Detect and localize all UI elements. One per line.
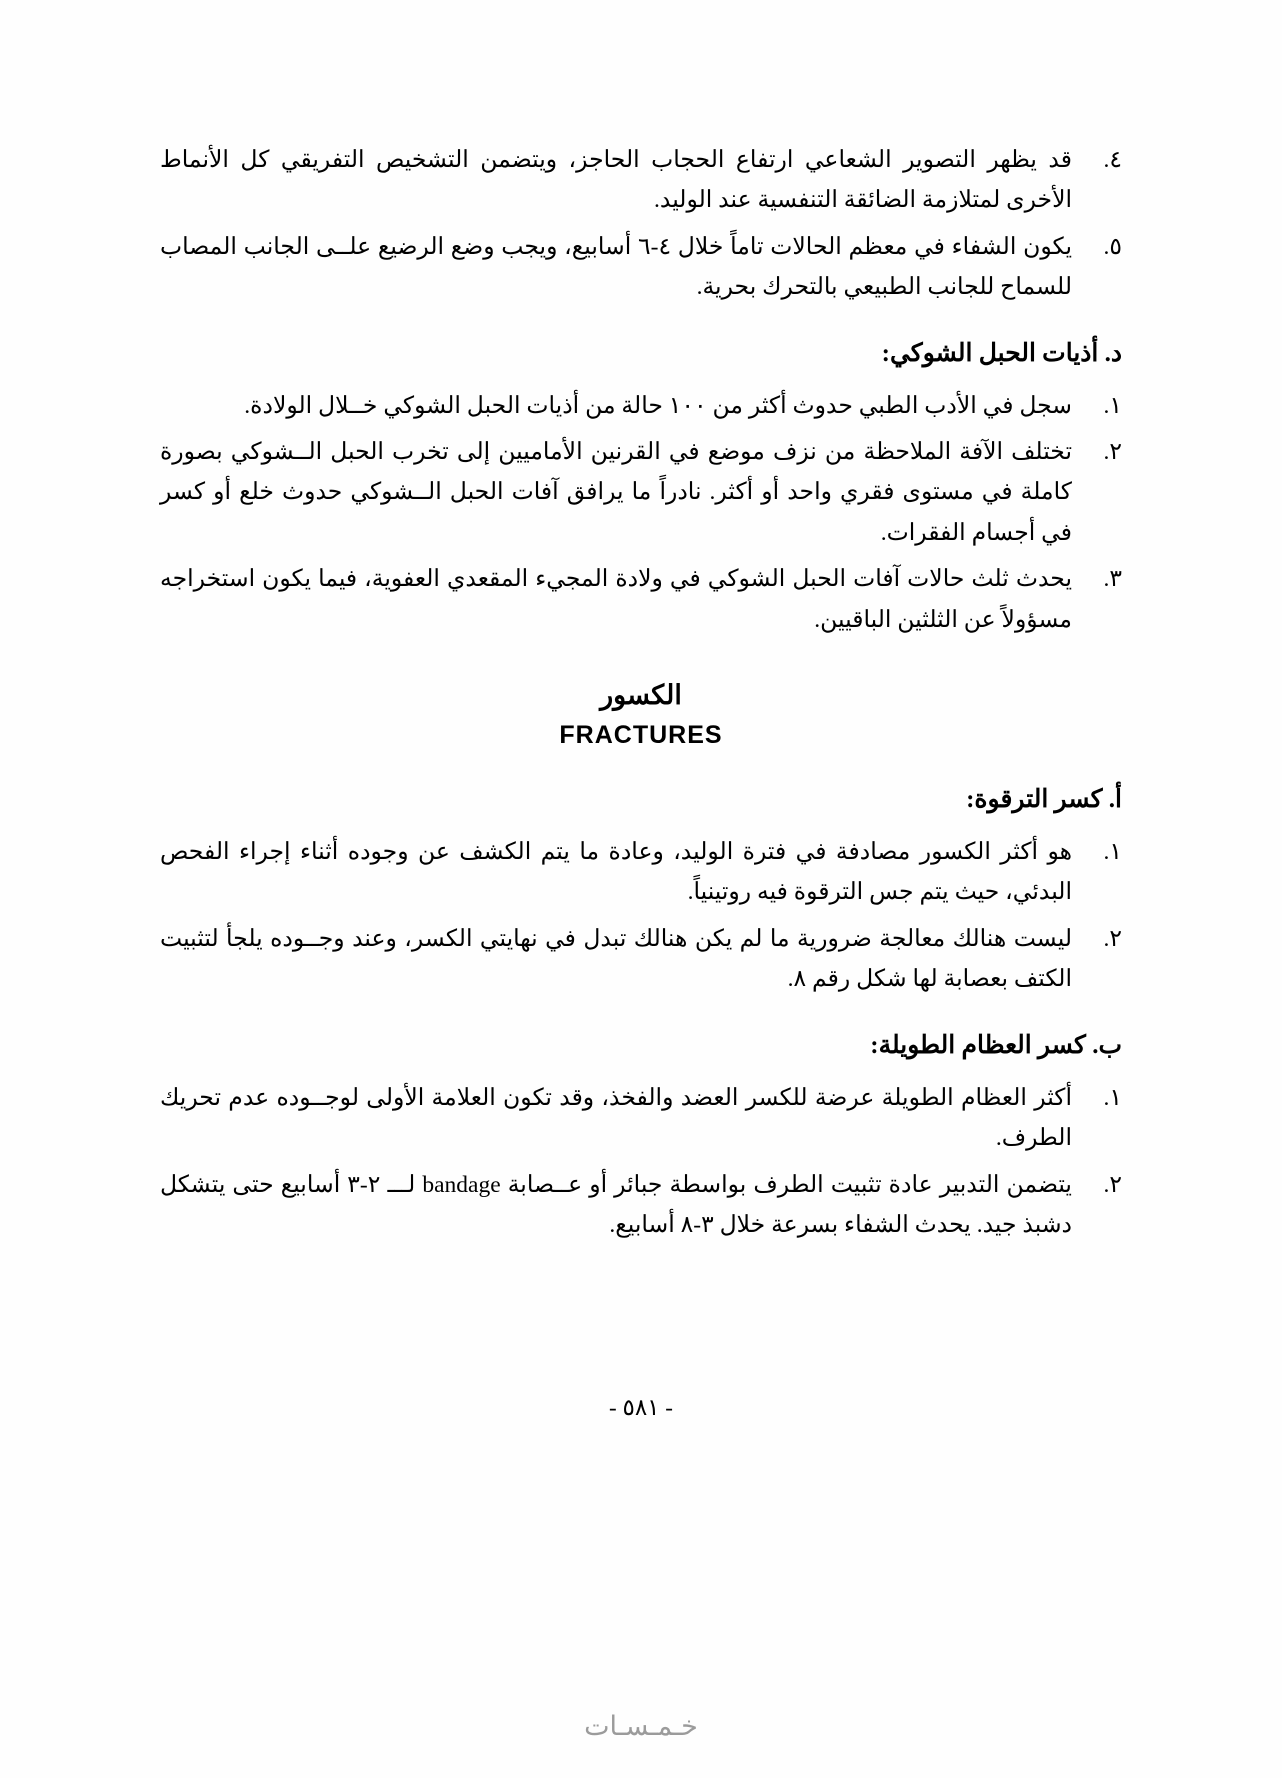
chapter-title xyxy=(160,680,1122,750)
list-item-marker: ١. xyxy=(1103,1084,1122,1111)
list-item xyxy=(160,559,1122,640)
page-number: - ٥٨١ - xyxy=(609,1395,673,1420)
list-item-text: يتضمن التدبير عادة تثبيت الطرف بواسطة جبائر أو عــصابة bandage لـــ ٢-٣ أسابيع حتى يتشكل دشبذ جيد. يحدث الشفاء بسرعة خلال ٣-٨ أسابيع. xyxy=(160,1171,1072,1238)
list-item xyxy=(160,1165,1122,1246)
list-item-marker: ٢. xyxy=(1103,925,1122,952)
section-heading: ب. كسر العظام الطويلة: xyxy=(870,1031,1122,1059)
section-long-bones-fracture xyxy=(160,1026,1122,1246)
list-item xyxy=(160,919,1122,1000)
list-item-marker: ٢. xyxy=(1103,439,1122,466)
list-item xyxy=(160,140,1122,221)
list-item-text: يحدث ثلث حالات آفات الحبل الشوكي في ولادة المجيء المقعدي العفوية، فيما يكون استخراجه مسؤولاً عن الثلثين الباقيين. xyxy=(160,566,1072,633)
list-item-text: سجل في الأدب الطبي حدوث أكثر من ١٠٠ حالة من أذيات الحبل الشوكي خــلال الولادة. xyxy=(244,392,1072,419)
section-clavicle-fracture xyxy=(160,780,1122,1000)
list-item-text: هو أكثر الكسور مصادفة في فترة الوليد، وعادة ما يتم الكشف عن وجوده أثناء إجراء الفحص البدئي، حيث يتم جس الترقوة فيه روتينياً. xyxy=(160,839,1072,906)
list-item-text: يكون الشفاء في معظم الحالات تاماً خلال ٤-٦ أسابيع، ويجب وضع الرضيع علــى الجانب المصاب للسماح للجانب الطبيعي بالتحرك بحرية. xyxy=(160,233,1072,301)
document-body xyxy=(160,140,1122,1251)
section-heading: أ. كسر الترقوة: xyxy=(966,786,1122,814)
list-item xyxy=(160,386,1122,426)
list-item-marker: ٢. xyxy=(1103,1171,1122,1198)
list-item xyxy=(160,227,1122,308)
list-item-marker: ١. xyxy=(1103,839,1122,866)
list-item-text: تختلف الآفة الملاحظة من نزف موضع في القرنين الأماميين إلى تخرب الحبل الــشوكي بصورة كاملة في مستوى فقري واحد أو أكثر. نادراً ما يرافق آفات الحبل الــشوكي حدوث خلع أو كسر في أجسام الفقرات. xyxy=(160,439,1072,546)
section-heading: د. أذيات الحبل الشوكي: xyxy=(881,339,1122,367)
list-item-text: أكثر العظام الطويلة عرضة للكسر العضد والفخذ، وقد تكون العلامة الأولى لوجــوده عدم تحريك الطرف. xyxy=(160,1084,1072,1152)
list-item-marker: ١. xyxy=(1103,392,1122,419)
section-continued-list xyxy=(160,140,1122,308)
list-item xyxy=(160,1078,1122,1159)
list-item xyxy=(160,432,1122,553)
list-item-text: ليست هنالك معالجة ضرورية ما لم يكن هنالك تبدل في نهايتي الكسر، وعند وجــوده يلجأ لتثبيت الكتف بعصابة لها شكل رقم ٨. xyxy=(160,925,1072,993)
list-item-text: قد يظهر التصوير الشعاعي ارتفاع الحجاب الحاجز، ويتضمن التشخيص التفريقي كل الأنماط الأخرى لمتلازمة الضائقة التنفسية عند الوليد. xyxy=(160,147,1072,214)
section-spinal-cord-injuries xyxy=(160,334,1122,640)
list-item-marker: ٣. xyxy=(1103,566,1122,593)
list-item xyxy=(160,832,1122,913)
chapter-title-arabic: الكسور xyxy=(600,680,682,711)
chapter-title-english: FRACTURES xyxy=(559,721,723,750)
watermark: خـمـسـات xyxy=(584,1711,698,1741)
list-item-marker: ٤. xyxy=(1103,147,1122,173)
list-item-marker: ٥. xyxy=(1103,233,1122,260)
